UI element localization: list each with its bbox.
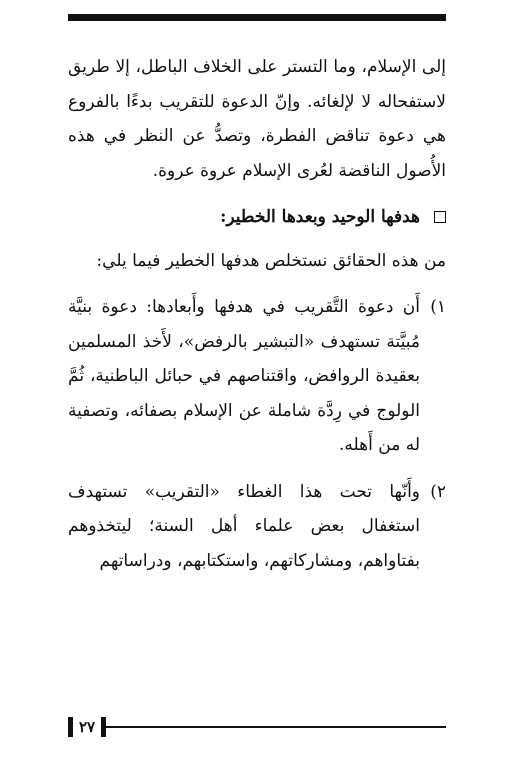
top-rule <box>68 14 446 21</box>
list-item <box>68 475 446 579</box>
item-number: ١) <box>430 297 446 317</box>
footer-rule <box>68 726 446 728</box>
subheading <box>68 200 446 234</box>
page-number: ٢٧ <box>68 717 106 737</box>
list-item <box>68 290 446 463</box>
item-text: أَن دعوة التَّقريب في هدفها وأَبعادها: دعوة بنيَّة مُبيَّتة تستهدف «التبشير بالرفض»، لأَخذ المسلمين بعقيدة الروافض، واقتناصهم في حبائل الباطنية، ثُمَّ الولوج في رِدَّة شاملة عن الإسلام بصفائه، وتصفية له من أَهله. <box>68 297 420 455</box>
intro-text: من هذه الحقائق نستخلص هدفها الخطير فيما يلي: <box>96 251 446 271</box>
item-number: ٢) <box>430 481 446 502</box>
paragraph-1: إلى الإسلام، وما التستر على الخلاف الباطل، إلا طريق لاستفحاله لا لإلغائه. وإنّ الدعوة للتقريب بدءًا بالفروع هي دعوة تناقض الفطرة، وتصدُّ عن النظر في هذه الأُصول الناقضة لعُرى الإسلام عروة عروة. <box>68 57 446 181</box>
subheading-text: هدفها الوحيد وبعدها الخطير: <box>220 207 420 227</box>
item-text: وأَنّها تحت هذا الغطاء «التقريب» تستهدف استغفال بعض علماء أهل السنة؛ ليتخذوهم بفتاواهم، ومشاركاتهم، واستكتابهم، ودراساتهم <box>68 481 420 571</box>
page-footer <box>68 717 446 741</box>
square-bullet-icon <box>434 211 446 223</box>
page-body <box>68 50 446 578</box>
